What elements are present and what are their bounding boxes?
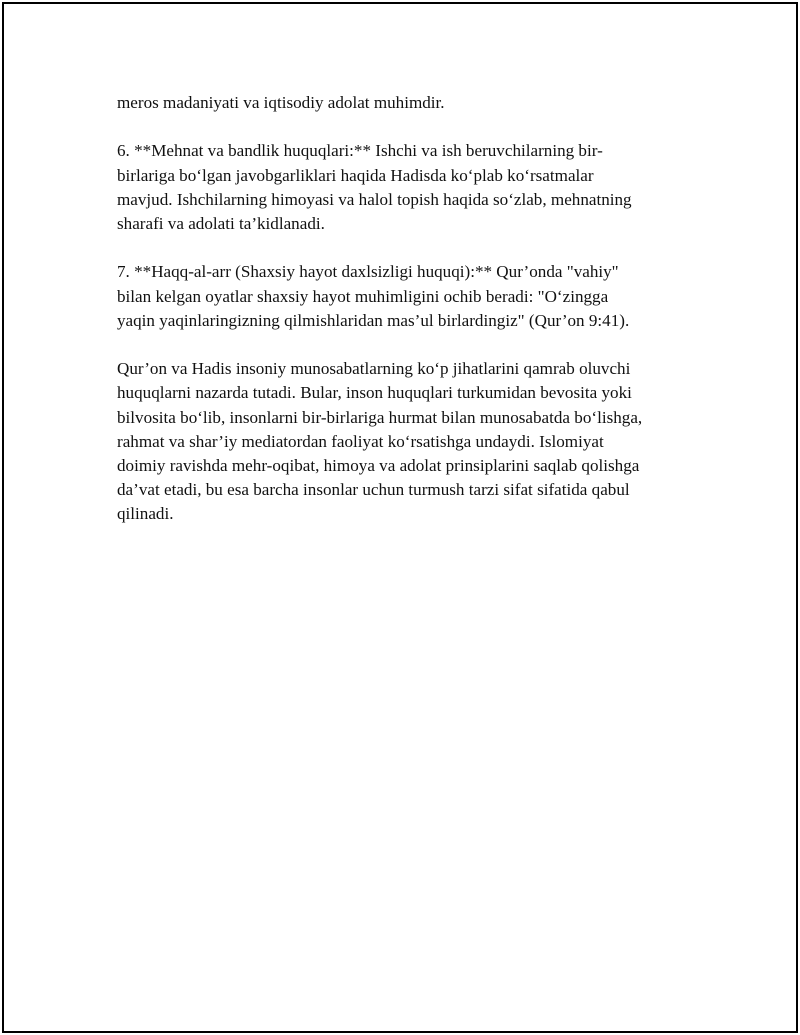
text-line: 6. **Mehnat va bandlik huquqlari:** Ishchi va ish beruvchilarning bir- (117, 141, 603, 161)
text-line: yaqin yaqinlaringizning qilmishlaridan mas’ul birlardingiz" (Qur’on 9:41). (117, 310, 630, 330)
text-line: bilvosita bo‘lib, insonlarni bir-birlariga hurmat bilan munosabatda bo‘lishga, (117, 407, 643, 427)
paragraph-item-7-privacy-rights (117, 260, 697, 333)
text-line: doimiy ravishda mehr-oqibat, himoya va adolat prinsiplarini saqlab qolishga (117, 456, 640, 475)
text-line: meros madaniyati va iqtisodiy adolat muhimdir. (117, 93, 445, 112)
text-line: sharafi va adolati ta’kidlanadi. (117, 214, 325, 233)
document-body (117, 91, 697, 551)
paragraph-item-6-labor-rights (117, 139, 697, 236)
paragraph-continuation (117, 91, 697, 115)
text-line: huquqlarni nazarda tutadi. Bular, inson huquqlari turkumidan bevosita yoki (117, 383, 632, 403)
text-line: mavjud. Ishchilarning himoyasi va halol topish haqida so‘zlab, mehnatning (117, 189, 632, 209)
text-line: 7. **Haqq-al-arr (Shaxsiy hayot daxlsizligi huquqi):** Qur’onda "vahiy" (117, 262, 619, 282)
text-line: bilan kelgan oyatlar shaxsiy hayot muhimligini ochib beradi: "O‘zingga (117, 286, 609, 306)
text-line: birlariga bo‘lgan javobgarliklari haqida Hadisda ko‘plab ko‘rsatmalar (117, 165, 594, 185)
text-line: da’vat etadi, bu esa barcha insonlar uchun turmush tarzi sifat sifatida qabul (117, 480, 630, 500)
text-line: qilinadi. (117, 504, 174, 524)
paragraph-conclusion (117, 357, 697, 526)
text-line: rahmat va shar’iy mediatordan faoliyat ko‘rsatishga undaydi. Islomiyat (117, 431, 604, 451)
text-line: Qur’on va Hadis insoniy munosabatlarning ko‘p jihatlarini qamrab oluvchi (117, 359, 631, 379)
